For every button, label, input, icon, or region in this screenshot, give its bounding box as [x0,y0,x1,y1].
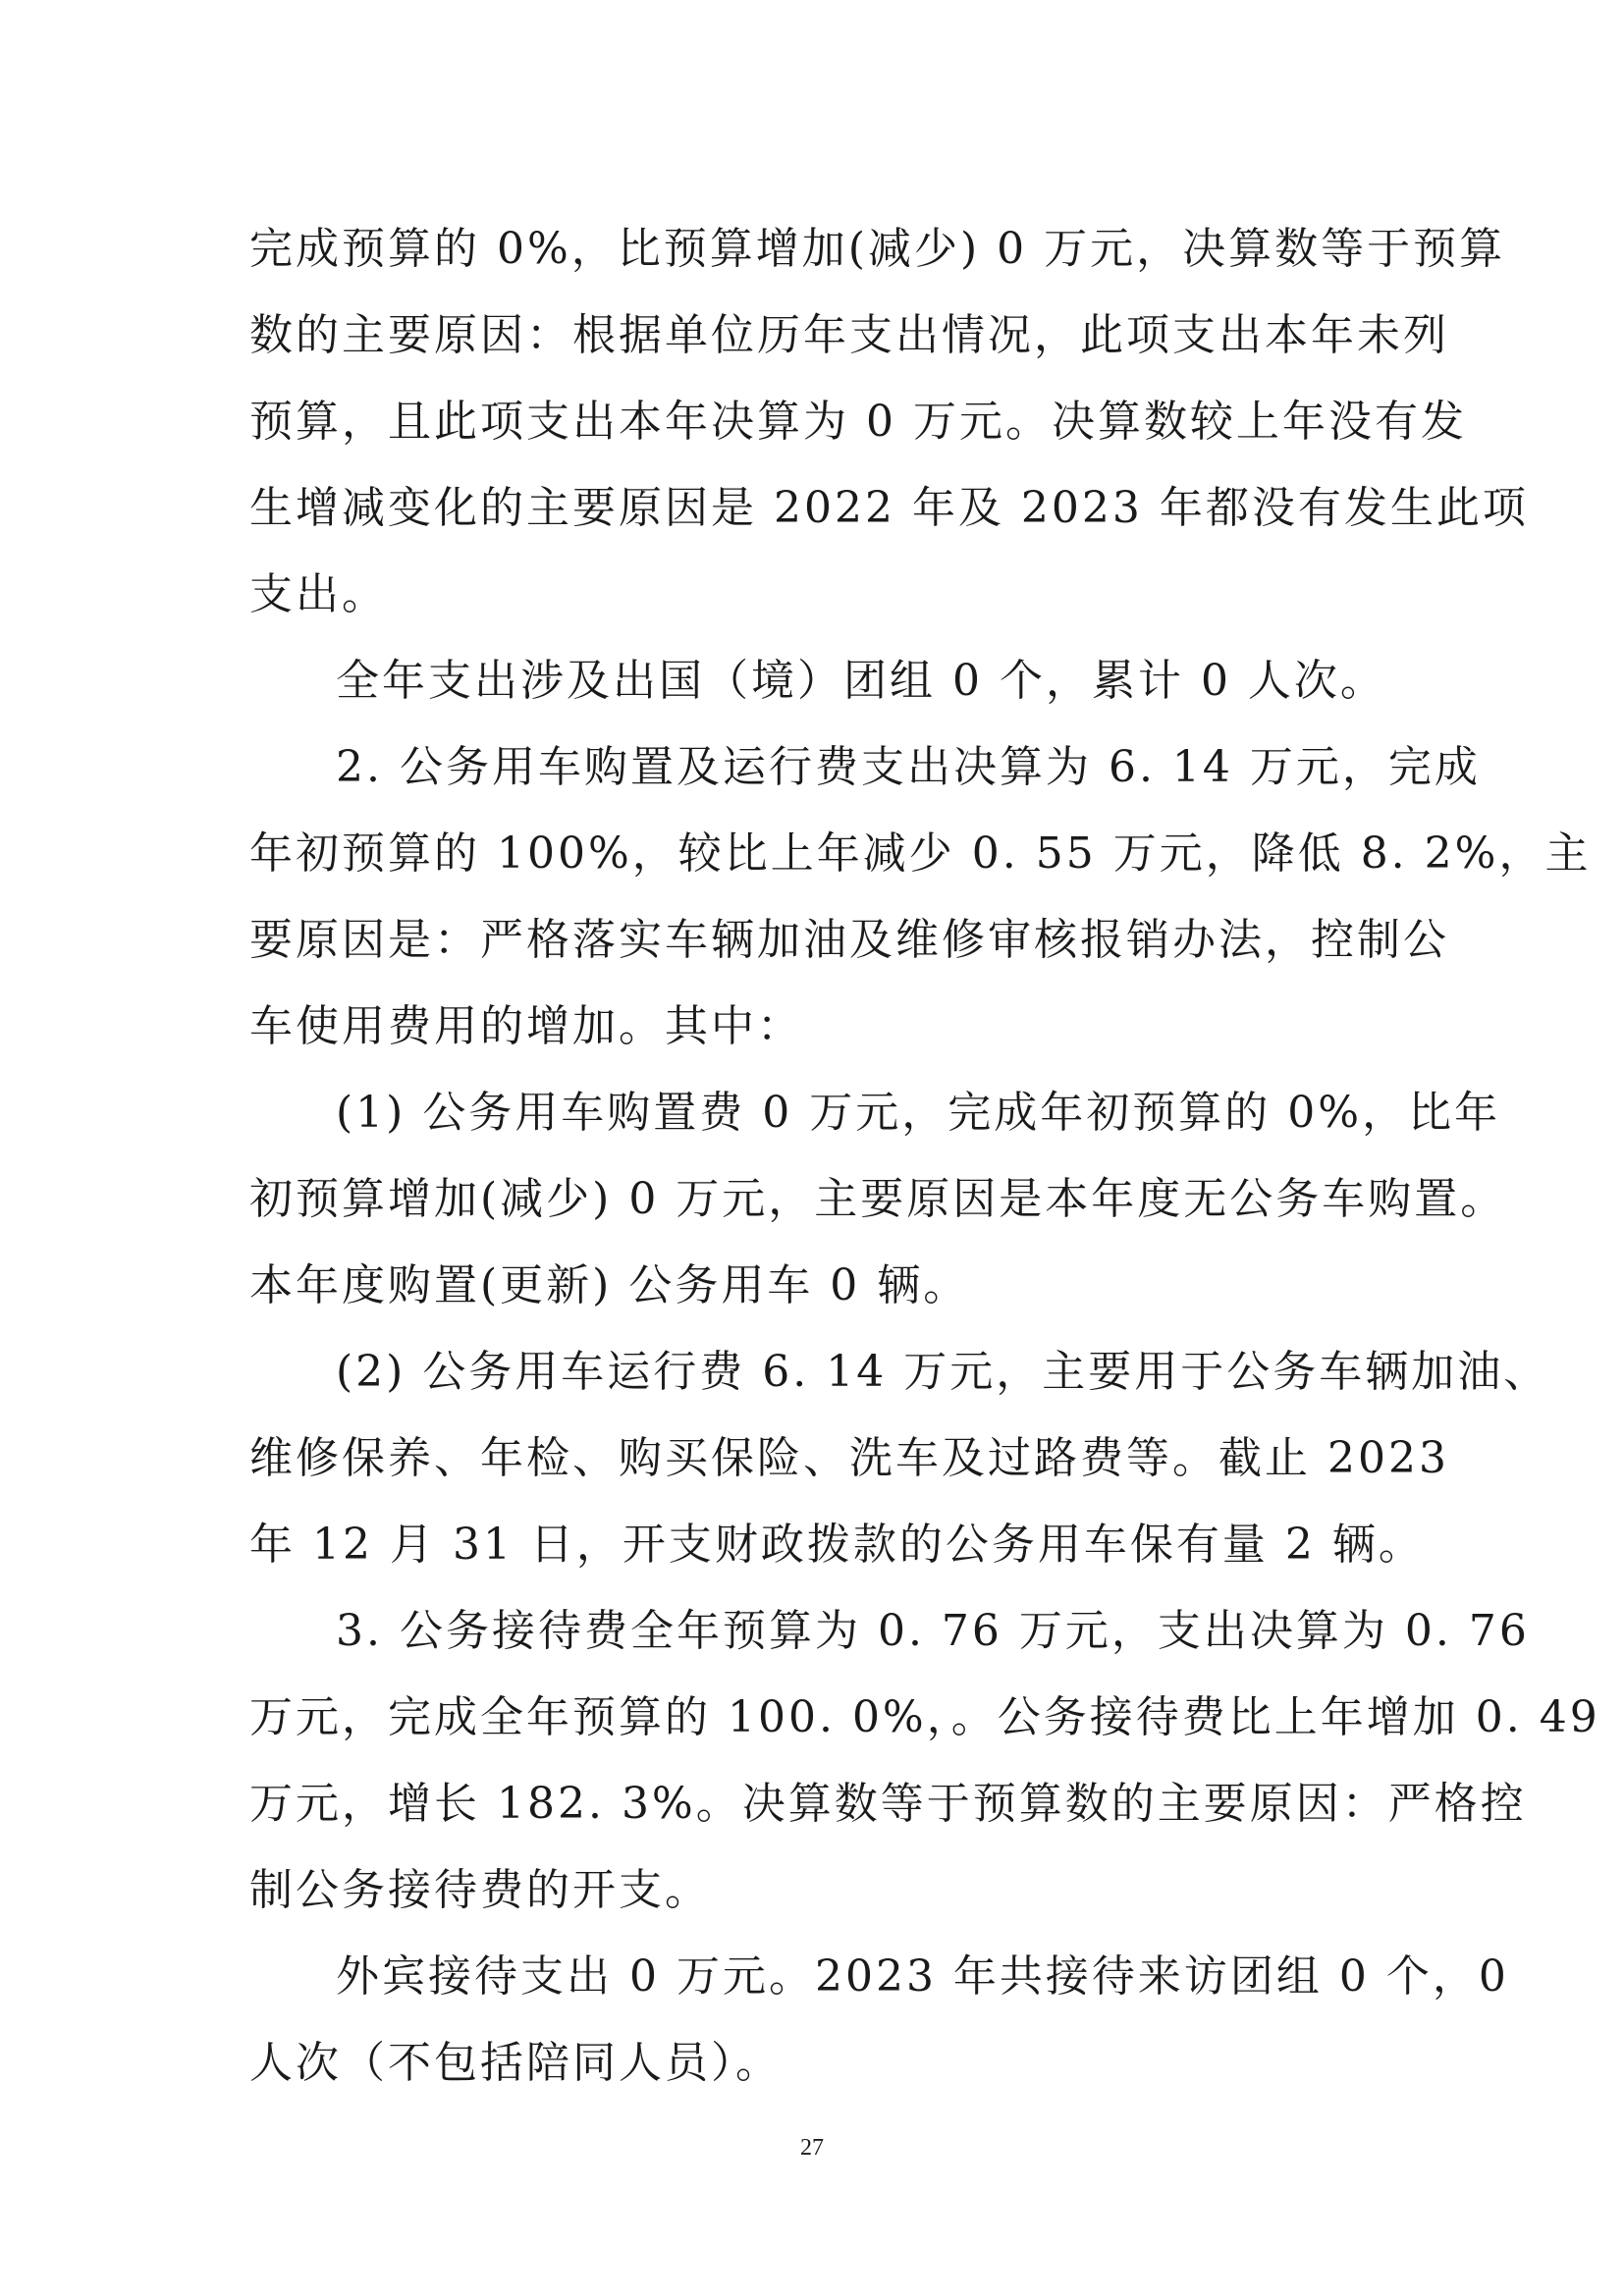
text-line: 本年度购置(更新) 公务用车 0 辆。 [249,1260,970,1310]
paragraph-start-line: 3. 公务接待费全年预算为 0. 76 万元，支出决算为 0. 76 [336,1606,1530,1656]
body-text [249,206,1600,2107]
text-line: 万元，增长 182. 3%。决算数等于预算数的主要原因：严格控 [249,1779,1527,1829]
text-line: 维修保养、年检、购买保险、洗车及过路费等。截止 2023 [249,1433,1449,1483]
paragraph-start-line: (2) 公务用车运行费 6. 14 万元，主要用于公务车辆加油、 [336,1347,1550,1397]
paragraph-start-line: 全年支出涉及出国（境）团组 0 个，累计 0 人次。 [336,656,1386,706]
text-line: 预算，且此项支出本年决算为 0 万元。决算数较上年没有发 [249,397,1467,447]
text-line: 初预算增加(减少) 0 万元，主要原因是本年度无公务车购置。 [249,1174,1507,1224]
text-line: 人次（不包括陪同人员）。 [249,2038,782,2088]
paragraph-start-line: 2. 公务用车购置及运行费支出决算为 6. 14 万元，完成 [336,742,1481,792]
text-line: 制公务接待费的开支。 [249,1865,711,1915]
text-line: 车使用费用的增加。其中： [249,1001,803,1051]
text-line: 年 12 月 31 日，开支财政拨款的公务用车保有量 2 辆。 [249,1520,1425,1570]
text-line: 生增减变化的主要原因是 2022 年及 2023 年都没有发生此项 [249,483,1529,533]
page-number: 27 [800,2135,824,2161]
text-line: 完成预算的 0%，比预算增加(减少) 0 万元，决算数等于预算 [249,224,1506,274]
text-line: 年初预算的 100%，较比上年减少 0. 55 万元，降低 8. 2%，主 [249,828,1592,879]
text-line: 数的主要原因：根据单位历年支出情况，此项支出本年未列 [249,310,1449,360]
text-line: 要原因是：严格落实车辆加油及维修审核报销办法，控制公 [249,915,1449,965]
paragraph-start-line: 外宾接待支出 0 万元。2023 年共接待来访团组 0 个，0 [336,1951,1509,2002]
text-line: 支出。 [249,569,388,619]
paragraph-start-line: (1) 公务用车购置费 0 万元，完成年初预算的 0%，比年 [336,1088,1501,1138]
text-line: 万元，完成全年预算的 100. 0%，。公务接待费比上年增加 0. 49 [249,1692,1600,1742]
